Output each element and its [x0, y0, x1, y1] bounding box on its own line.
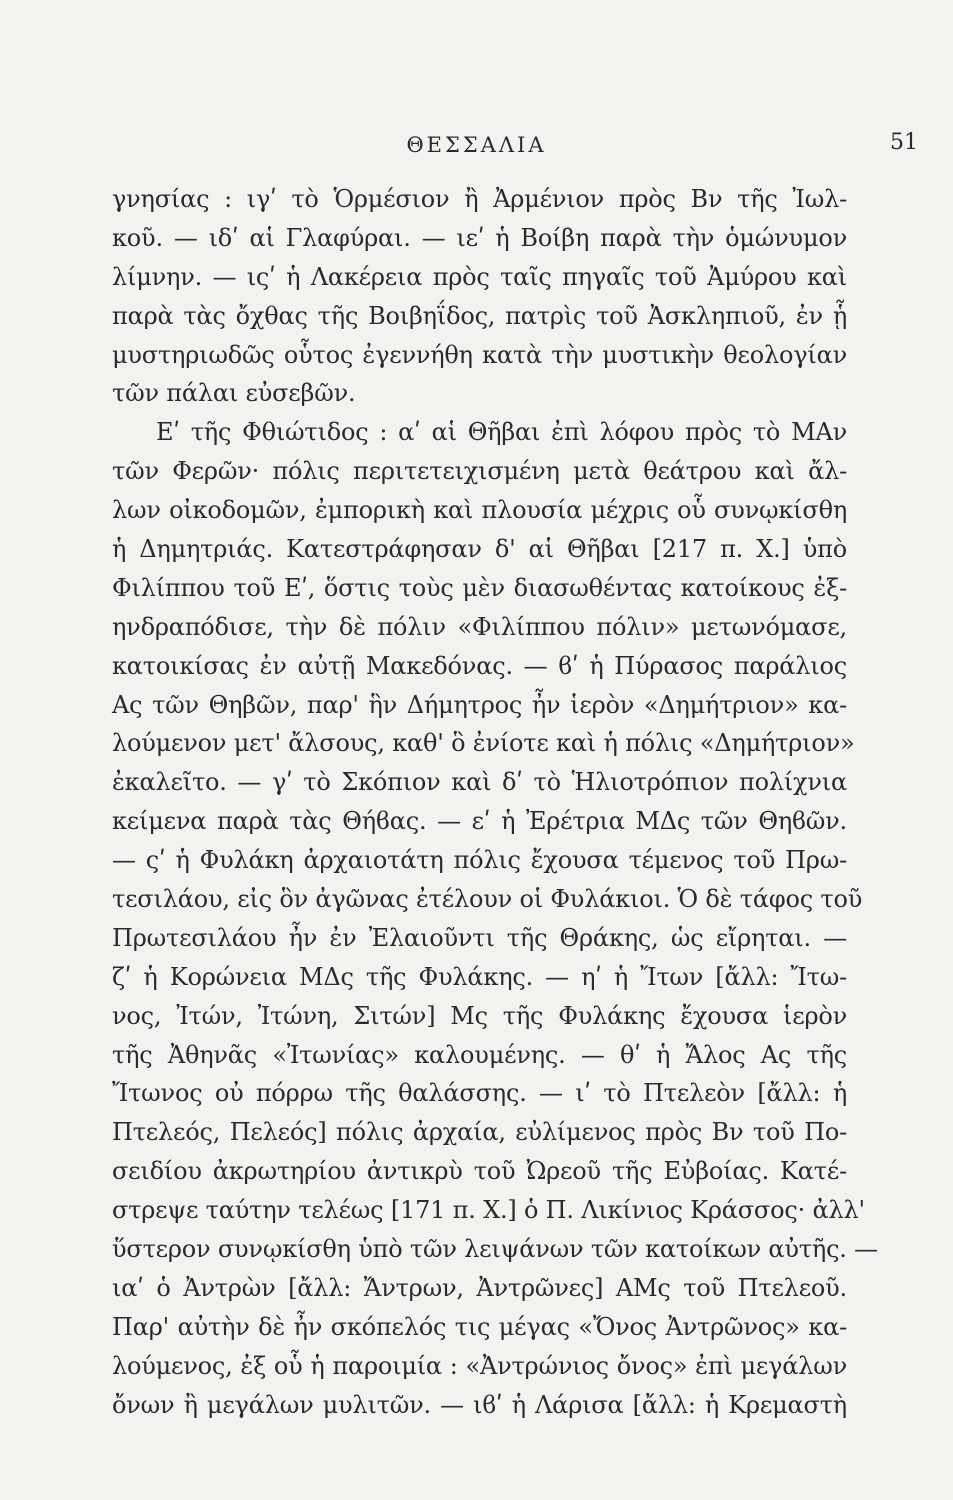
text-line: Ας τῶν Θηβῶν, παρ' ἣν Δήμητρος ἦν ἱερὸν «Δημήτριον» κα- [112, 690, 847, 719]
text-line: τεσιλάου, εἰς ὃν ἀγῶνας ἐτέλουν οἱ Φυλάκιοι. Ὁ δὲ τάφος τοῦ [112, 885, 863, 914]
text-line: κοῦ. — ιδʹ αἱ Γλαφύραι. — ιεʹ ἡ Βοίβη παρὰ τὴν ὁμώνυμον [112, 223, 847, 252]
text-line: Πτελεός, Πελεός] πόλις ἀρχαία, εὐλίμενος πρὸς Βν τοῦ Πο- [112, 1118, 847, 1147]
text-line: λίμνην. — ιςʹ ἡ Λακέρεια πρὸς ταῖς πηγαῖς τοῦ Ἀμύρου καὶ [112, 262, 847, 291]
text-line: στρεψε ταύτην τελέως [171 π. Χ.] ὁ Π. Λικίνιος Κράσσος· ἀλλ' [112, 1196, 865, 1225]
text-line: λούμενος, ἐξ οὗ ἡ παροιμία : «Ἀντρώνιος ὄνος» ἐπὶ μεγάλων [112, 1351, 847, 1380]
text-line: σειδίου ἀκρωτηρίου ἀντικρὺ τοῦ Ὠρεοῦ τῆς Εὐβοίας. Κατέ- [112, 1157, 847, 1186]
text-line: Πρωτεσιλάου ἦν ἐν Ἐλαιοῦντι τῆς Θράκης, ὡς εἴρηται. — [112, 923, 847, 952]
text-line: νος, Ἰτών, Ἰτώνη, Σιτών] Μς τῆς Φυλάκης ἔχουσα ἱερὸν [112, 1001, 847, 1030]
text-line: κείμενα παρὰ τὰς Θήϐας. — εʹ ἡ Ἐρέτρια ΜΔς τῶν Θηϐῶν. [112, 807, 847, 836]
text-line: ιαʹ ὁ Ἀντρὼν [ἄλλ: Ἄντρων, Ἀντρῶνες] ΑΜς τοῦ Πτελεοῦ. [112, 1273, 847, 1302]
text-line: ὕστερον συνῳκίσθη ὑπὸ τῶν λειψάνων τῶν κατοίκων αὐτῆς. — [112, 1235, 878, 1264]
text-line: γνησίας : ιγʹ τὸ Ὁρμέσιον ἢ Ἀρμένιον πρὸς Βν τῆς Ἰωλ- [112, 185, 847, 213]
text-line: ζʹ ἡ Κορώνεια ΜΔς τῆς Φυλάκης. — ηʹ ἡ Ἴτων [ἄλλ: Ἴτω- [112, 962, 847, 991]
text-line: ὄνων ἢ μεγάλων μυλιτῶν. — ιϐʹ ἡ Λάρισα [ἄλλ: ἡ Κρεμαστὴ [112, 1390, 847, 1419]
text-line: παρὰ τὰς ὄχθας τῆς Βοιβηΐδος, πατρὶς τοῦ Ἀσκληπιοῦ, ἐν ᾗ [112, 301, 847, 330]
text-line: ἡ Δημητριάς. Κατεστράφησαν δ' αἱ Θῆβαι [217 π. Χ.] ὑπὸ [112, 535, 847, 564]
text-line: ἐκαλεῖτο. — γʹ τὸ Σκόπιον καὶ δʹ τὸ Ἡλιοτρόπιον πολίχνια [112, 768, 847, 797]
text-line: Ἴτωνος οὐ πόρρω τῆς θαλάσσης. — ιʹ τὸ Πτελεὸν [ἄλλ: ἡ [112, 1079, 847, 1108]
text-line: τῶν Φερῶν· πόλις περιτετειχισμένη μετὰ θεάτρου καὶ ἄλ- [112, 457, 847, 486]
text-line: λούμενον μετ' ἄλσους, καθ' ὃ ἐνίοτε καὶ ἡ πόλις «Δημήτριον» [112, 729, 855, 758]
text-line: Εʹ τῆς Φθιώτιδος : αʹ αἱ Θῆβαι ἐπὶ λόφου πρὸς τὸ ΜΑν [156, 418, 847, 447]
page-number: 51 [890, 130, 918, 155]
text-line: τῶν πάλαι εὐσεβῶν. [112, 379, 356, 408]
text-line: ηνδραπόδισε, τὴν δὲ πόλιν «Φιλίππου πόλιν» μετωνόμασε, [112, 612, 847, 641]
text-line: κατοικίσας ἐν αὐτῇ Μακεδόνας. — ϐʹ ἡ Πύρασος παράλιος [112, 651, 847, 680]
text-line: λων οἰκοδομῶν, ἐμπορικὴ καὶ πλουσία μέχρις οὗ συνῳκίσθη [112, 496, 847, 525]
text-line: Φιλίππου τοῦ Εʹ, ὅστις τοὺς μὲν διασωθέντας κατοίκους ἐξ- [112, 573, 847, 602]
text-line: Παρ' αὐτὴν δὲ ἦν σκόπελός τις μέγας «Ὄνος Ἀντρῶνος» κα- [112, 1312, 847, 1341]
text-line: τῆς Ἀθηνᾶς «Ἰτωνίας» καλουμένης. — θʹ ἡ Ἄλος Ας τῆς [112, 1040, 847, 1069]
body-text [112, 180, 878, 1425]
text-line: — ςʹ ἡ Φυλάκη ἀρχαιοτάτη πόλις ἔχουσα τέμενος τοῦ Πρω- [112, 846, 847, 875]
text-line: μυστηριωδῶς οὗτος ἐγεννήθη κατὰ τὴν μυστικὴν θεολογίαν [112, 340, 847, 369]
running-head: ΘΕΣΣΑΛΙΑ [406, 133, 547, 157]
